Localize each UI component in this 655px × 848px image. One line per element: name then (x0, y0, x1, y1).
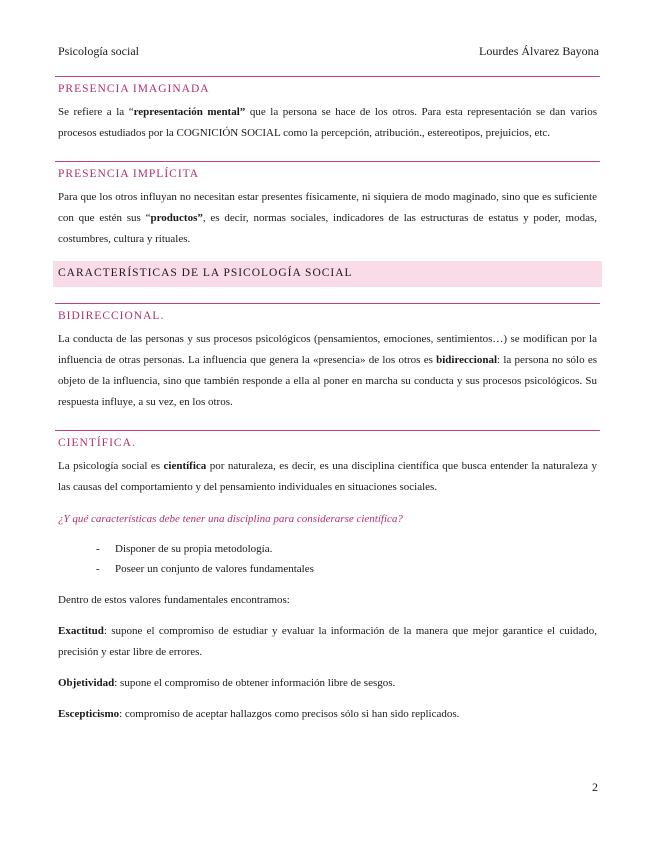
list-item-text: Poseer un conjunto de valores fundamentales (115, 563, 314, 575)
paragraph-bidireccional (58, 329, 597, 413)
paragraph-escepticismo (58, 704, 597, 725)
bold-term: científica (163, 460, 207, 472)
bold-term: Exactitud (58, 625, 104, 637)
section-heading-bidireccional: BIDIRECCIONAL. (55, 303, 600, 322)
paragraph-text: : la persona no sólo es objeto de la influencia, sino que también responde a ella al poner en marcha su conducta y sus procesos psicológicos. Su respuesta influye, a su vez, en los otros. (58, 354, 598, 408)
question-line: ¿Y qué características debe tener una disciplina para considerarse científica? (58, 513, 403, 525)
paragraph-text: Se refiere a la “ (58, 106, 134, 118)
bold-term: bidireccional (436, 354, 498, 366)
paragraph-text: que la persona se hace de los otros. Para esta representación se dan varios procesos estudiados por la COGNICIÓN SOCIAL como la percepción, atribución., estereotipos, prejuicios, etc. (58, 106, 597, 139)
list-bullet: - (96, 543, 100, 555)
paragraph-cientifica (58, 456, 597, 498)
paragraph-objetividad (58, 673, 597, 694)
paragraph-presencia-implicita (58, 187, 597, 250)
bold-term: productos” (150, 212, 203, 224)
list-item (96, 563, 314, 575)
section-heading-presencia-imaginada: PRESENCIA IMAGINADA (55, 76, 600, 95)
bold-term: representación mental” (133, 106, 246, 118)
paragraph-text: Para que los otros influyan no necesitan estar presentes físicamente, ni siquiera de modo maginado, sino que es suficiente con que estén sus “ (58, 191, 597, 224)
section-heading-presencia-implicita: PRESENCIA IMPLÍCITA (55, 161, 600, 180)
paragraph-exactitud (58, 621, 597, 663)
paragraph-values-intro: Dentro de estos valores fundamentales encontramos: (58, 594, 290, 606)
section-heading-cientifica: CIENTÍFICA. (55, 430, 600, 449)
running-header-left: Psicología social (58, 44, 139, 58)
bold-term: Escepticismo (58, 708, 120, 720)
paragraph-text: por naturaleza, es decir, es una disciplina científica que busca entender la naturaleza y las causas del comportamiento y del pensamiento individuales en situaciones sociales. (58, 460, 597, 493)
paragraph-text: La psicología social es (58, 460, 164, 472)
list-item (96, 543, 272, 555)
paragraph-presencia-imaginada (58, 102, 597, 144)
paragraph-text: La conducta de las personas y sus procesos psicológicos (pensamientos, emociones, sentimientos…) se modifican por la influencia de otras personas. La influencia que genera la «presencia» de los otros es (58, 333, 597, 366)
running-header-right: Lourdes Álvarez Bayona (479, 44, 599, 58)
paragraph-text: : supone el compromiso de obtener información libre de sesgos. (114, 677, 396, 689)
paragraph-text: : supone el compromiso de estudiar y evaluar la información de la manera que mejor garantice el cuidado, precisión y estar libre de errores. (58, 625, 597, 658)
page-number: 2 (592, 780, 598, 794)
list-bullet: - (96, 563, 100, 575)
list-item-text: Disponer de su propia metodología. (115, 543, 273, 555)
paragraph-text: , es decir, normas sociales, indicadores de las estructuras de estatus y poder, modas, costumbres, cultura y rituales. (58, 212, 597, 245)
paragraph-text: : compromiso de aceptar hallazgos como precisos sólo si han sido replicados. (119, 708, 460, 720)
bold-term: Objetividad (58, 677, 115, 689)
chapter-heading-band: CARACTERÍSTICAS DE LA PSICOLOGÍA SOCIAL (53, 261, 602, 287)
